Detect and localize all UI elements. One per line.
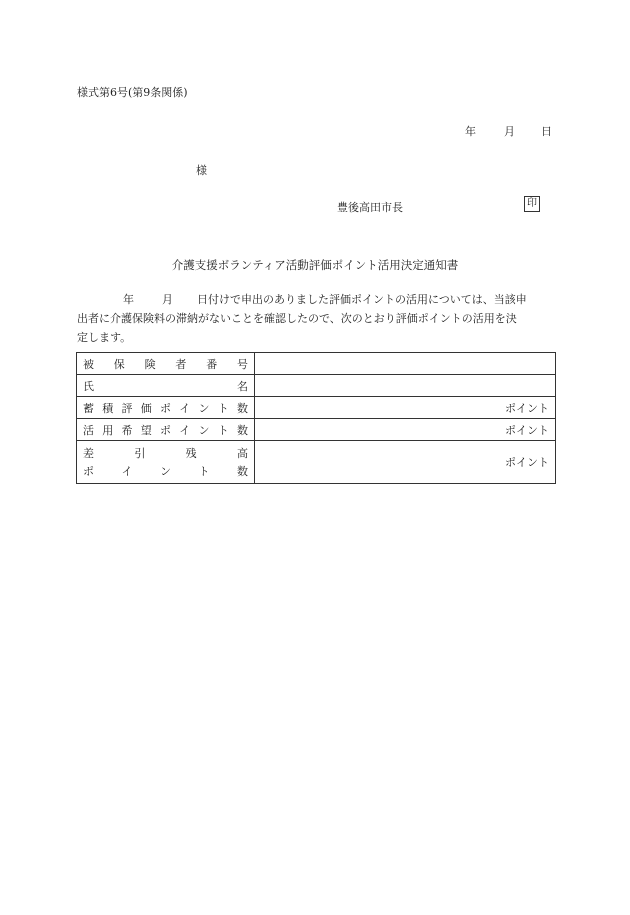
requested-points-row — [77, 419, 556, 441]
label-char: 被 — [83, 357, 94, 371]
row-value: ポイント — [255, 419, 556, 441]
label-char: ポ — [83, 465, 94, 478]
body-line-1 — [77, 290, 555, 309]
row-value — [255, 375, 556, 397]
date-day-label: 日 — [541, 125, 552, 138]
label-char: ン — [160, 465, 171, 478]
label-char: ポ — [160, 401, 171, 415]
label-char: ポ — [160, 423, 171, 437]
remaining-points-row — [77, 441, 556, 484]
accumulated-points-row — [77, 397, 556, 419]
row-value: ポイント — [255, 397, 556, 419]
label-char: 数 — [237, 423, 248, 437]
label-char: イ — [121, 465, 133, 478]
body-month-label: 月 — [162, 293, 173, 306]
row-label — [77, 353, 255, 375]
label-char: 希 — [121, 423, 133, 437]
label-char: 数 — [237, 401, 248, 415]
row-label — [77, 419, 255, 441]
addressee-suffix: 様 — [196, 164, 207, 177]
body-year-label: 年 — [123, 293, 134, 306]
label-char: ト — [217, 401, 229, 415]
notice-body — [77, 290, 555, 347]
row-value: ポイント — [255, 441, 556, 484]
label-char: 用 — [102, 423, 114, 437]
body-line-1-text: 日付けで申出のありました評価ポイントの活用については、当該申 — [197, 293, 527, 306]
label-char: 者 — [175, 357, 187, 371]
label-char: 氏 — [83, 379, 94, 393]
label-char: ト — [198, 465, 210, 478]
points-table — [76, 352, 556, 484]
label-line — [83, 463, 248, 479]
label-char: ン — [198, 423, 210, 437]
issuer-name: 豊後高田市長 — [337, 201, 403, 214]
label-char: 評 — [121, 401, 133, 415]
row-value — [255, 353, 556, 375]
label-char: 価 — [140, 401, 152, 415]
form-number: 様式第6号(第9条関係) — [77, 86, 188, 99]
document-title: 介護支援ボランティア活動評価ポイント活用決定通知書 — [171, 258, 459, 272]
label-char: 差 — [83, 447, 94, 460]
label-char: 号 — [236, 357, 248, 371]
seal-stamp: 印 — [524, 196, 540, 212]
body-line-2: 出者に介護保険料の滞納がないことを確認したので、次のとおり評価ポイントの活用を決 — [77, 312, 517, 325]
name-row — [77, 375, 556, 397]
date-year-label: 年 — [465, 125, 476, 138]
label-char: 保 — [113, 357, 125, 371]
label-line — [83, 445, 248, 461]
insured-number-row — [77, 353, 556, 375]
label-char: ト — [217, 423, 229, 437]
label-char: 数 — [237, 465, 248, 478]
row-label — [77, 375, 255, 397]
label-char: 険 — [144, 357, 156, 371]
date-month-label: 月 — [504, 125, 515, 138]
label-char: 名 — [237, 379, 248, 393]
label-char: イ — [179, 423, 191, 437]
label-char: 残 — [185, 447, 197, 460]
label-char: 望 — [140, 423, 152, 437]
label-char: イ — [179, 401, 191, 415]
label-char: ン — [198, 401, 210, 415]
label-char: 活 — [83, 423, 94, 437]
row-label — [77, 441, 255, 484]
label-char: 番 — [206, 357, 218, 371]
label-char: 引 — [134, 447, 146, 460]
label-char: 積 — [102, 401, 114, 415]
label-char: 高 — [236, 447, 248, 460]
label-char: 蓄 — [83, 401, 94, 415]
body-line-3: 定します。 — [77, 331, 132, 344]
row-label — [77, 397, 255, 419]
